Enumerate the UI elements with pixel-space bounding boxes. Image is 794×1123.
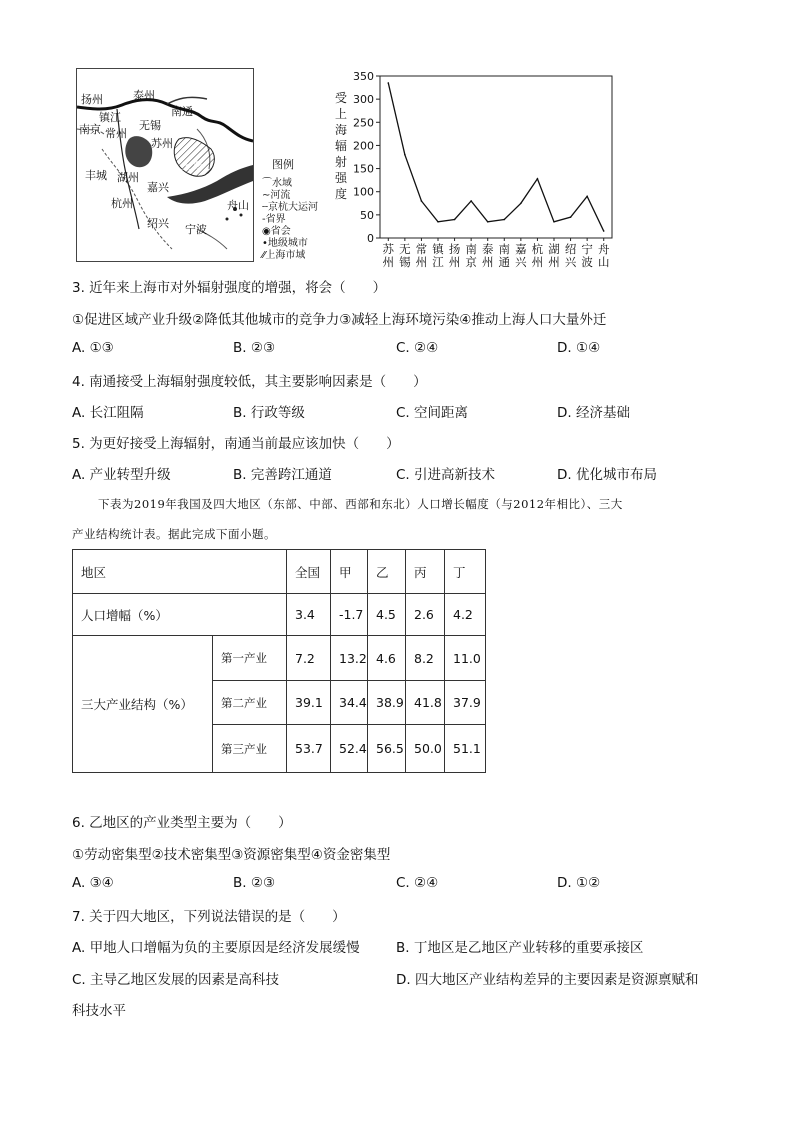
canal-icon: ┄ bbox=[262, 202, 269, 213]
pop-yi: 4.5 bbox=[368, 594, 406, 636]
city-jiaxing: 嘉兴 bbox=[147, 181, 169, 194]
secondary-label: 第二产业 bbox=[213, 681, 287, 725]
q4-stem: 4. 南通接受上海辐射强度较低，其主要影响因素是（ ） bbox=[72, 374, 427, 390]
q4-option-c[interactable]: C. 空间距离 bbox=[396, 405, 469, 421]
data-point bbox=[586, 196, 588, 198]
data-point bbox=[454, 219, 456, 221]
q6-option-a[interactable]: A. ③④ bbox=[72, 875, 114, 891]
capital-icon: ◉ bbox=[262, 226, 271, 237]
x-tick-label: 州 bbox=[448, 255, 461, 269]
secondary-ding: 37.9 bbox=[445, 681, 486, 725]
radiation-line-chart bbox=[344, 68, 624, 270]
q6-option-d[interactable]: D. ①② bbox=[557, 875, 601, 891]
series-line bbox=[388, 83, 603, 231]
city-nanjing: 南京 bbox=[79, 123, 101, 136]
q3-stem: 3. 近年来上海市对外辐射强度的增强，将会（ ） bbox=[72, 280, 387, 296]
city-suzhou: 苏州 bbox=[151, 137, 173, 150]
data-point bbox=[503, 219, 505, 221]
q7-option-c[interactable]: C. 主导乙地区发展的因素是高科技 bbox=[72, 972, 280, 988]
tertiary-yi: 56.5 bbox=[368, 725, 406, 773]
x-tick-label: 宁 bbox=[581, 242, 593, 256]
legend-river: ∼河流 bbox=[262, 190, 291, 201]
city-zhoushan: 舟山 bbox=[227, 199, 249, 212]
data-point bbox=[437, 221, 439, 223]
legend-border: ‐省界 bbox=[262, 214, 286, 225]
x-tick-label: 山 bbox=[597, 255, 610, 269]
q5-option-c[interactable]: C. 引进高新技术 bbox=[396, 467, 496, 483]
header-jia: 甲 bbox=[331, 550, 368, 594]
q6-stem: 6. 乙地区的产业类型主要为（ ） bbox=[72, 815, 292, 831]
q6-option-b[interactable]: B. ②③ bbox=[233, 875, 276, 891]
primary-national: 7.2 bbox=[287, 636, 331, 681]
city-shaoxing: 绍兴 bbox=[147, 217, 169, 230]
q7-option-d-continuation: 科技水平 bbox=[72, 1003, 126, 1019]
pop-national: 3.4 bbox=[287, 594, 331, 636]
x-tick-label: 泰 bbox=[481, 242, 494, 256]
x-tick-label: 江 bbox=[432, 255, 444, 269]
pop-jia: -1.7 bbox=[331, 594, 368, 636]
city-ningbo: 宁波 bbox=[185, 223, 207, 236]
primary-jia: 13.2 bbox=[331, 636, 368, 681]
y-tick-label: 50 bbox=[360, 208, 374, 222]
data-point bbox=[520, 202, 522, 204]
data-point bbox=[553, 221, 555, 223]
secondary-national: 39.1 bbox=[287, 681, 331, 725]
x-tick-label: 杭 bbox=[531, 242, 544, 256]
city-hangzhou: 杭州 bbox=[111, 197, 133, 210]
secondary-bing: 41.8 bbox=[406, 681, 445, 725]
legend-canal: ┄京杭大运河 bbox=[262, 202, 319, 213]
legend-water: ⌒水域 bbox=[262, 178, 292, 189]
q5-option-d[interactable]: D. 优化城市布局 bbox=[557, 467, 657, 483]
secondary-jia: 34.4 bbox=[331, 681, 368, 725]
chart-ylabel: 受上海辐射强度 bbox=[334, 91, 347, 201]
hatch-icon: ⁄⁄ bbox=[262, 250, 266, 261]
q7-option-a[interactable]: A. 甲地人口增幅为负的主要原因是经济发展缓慢 bbox=[72, 940, 360, 956]
x-tick-label: 州 bbox=[415, 255, 428, 269]
q6-option-c[interactable]: C. ②④ bbox=[396, 875, 439, 891]
x-tick-label: 州 bbox=[531, 255, 544, 269]
x-tick-label: 锡 bbox=[399, 255, 411, 269]
q6-items: ①劳动密集型②技术密集型③资源密集型④资金密集型 bbox=[72, 847, 391, 863]
table-header-row bbox=[73, 550, 486, 594]
city-fengcheng: 丰城 bbox=[85, 169, 107, 182]
q5-option-b[interactable]: B. 完善跨江通道 bbox=[233, 467, 332, 483]
q3-option-b[interactable]: B. ②③ bbox=[233, 340, 276, 356]
header-national: 全国 bbox=[287, 550, 331, 594]
secondary-yi: 38.9 bbox=[368, 681, 406, 725]
q3-option-c[interactable]: C. ②④ bbox=[396, 340, 439, 356]
legend-city: •地级城市 bbox=[262, 238, 308, 249]
data-point bbox=[537, 178, 539, 180]
x-tick-label: 通 bbox=[498, 255, 511, 269]
tertiary-national: 53.7 bbox=[287, 725, 331, 773]
data-point bbox=[603, 230, 605, 232]
x-tick-label: 镇 bbox=[432, 242, 444, 256]
header-bing: 丙 bbox=[406, 550, 445, 594]
x-tick-label: 京 bbox=[465, 255, 477, 269]
q3-items: ①促进区域产业升级②降低其他城市的竞争力③减轻上海环境污染④推动上海人口大量外迁 bbox=[72, 312, 607, 328]
x-tick-label: 苏 bbox=[382, 242, 395, 256]
table-intro-line1: 下表为2019年我国及四大地区（东部、中部、西部和东北）人口增长幅度（与2012年相比）、三大 bbox=[98, 497, 623, 511]
y-tick-label: 100 bbox=[353, 185, 374, 199]
header-yi: 乙 bbox=[368, 550, 406, 594]
primary-yi: 4.6 bbox=[368, 636, 406, 681]
y-tick-label: 200 bbox=[353, 139, 374, 153]
x-tick-label: 湖 bbox=[548, 242, 560, 256]
q7-option-d[interactable]: D. 四大地区产业结构差异的主要因素是资源禀赋和 bbox=[396, 972, 699, 988]
q7-stem: 7. 关于四大地区，下列说法错误的是（ ） bbox=[72, 909, 346, 925]
q4-option-d[interactable]: D. 经济基础 bbox=[557, 405, 630, 421]
city-huzhou: 湖州 bbox=[117, 171, 139, 184]
q4-option-b[interactable]: B. 行政等级 bbox=[233, 405, 305, 421]
pop-bing: 2.6 bbox=[406, 594, 445, 636]
table-intro-line2: 产业结构统计表。据此完成下面小题。 bbox=[72, 527, 276, 541]
x-tick-label: 嘉 bbox=[515, 242, 527, 256]
x-tick-label: 南 bbox=[498, 242, 511, 256]
city-wuxi: 无锡 bbox=[139, 119, 161, 132]
tertiary-bing: 50.0 bbox=[406, 725, 445, 773]
x-tick-label: 兴 bbox=[515, 255, 527, 269]
y-tick-label: 300 bbox=[353, 93, 374, 107]
primary-ding: 11.0 bbox=[445, 636, 486, 681]
x-tick-label: 无 bbox=[399, 242, 411, 256]
data-point bbox=[487, 221, 489, 223]
data-point bbox=[421, 200, 423, 202]
map-drawing bbox=[77, 69, 253, 261]
y-tick-label: 150 bbox=[353, 162, 374, 176]
x-tick-label: 舟 bbox=[597, 242, 610, 256]
data-point bbox=[387, 82, 389, 84]
city-zhenjiang: 镇江 bbox=[99, 111, 121, 124]
tertiary-jia: 52.4 bbox=[331, 725, 368, 773]
x-tick-label: 州 bbox=[481, 255, 494, 269]
q7-option-b[interactable]: B. 丁地区是乙地区产业转移的重要承接区 bbox=[396, 940, 644, 956]
data-point bbox=[470, 200, 472, 202]
x-tick-label: 波 bbox=[581, 255, 593, 269]
data-point bbox=[570, 216, 572, 218]
city-yangzhou: 扬州 bbox=[81, 93, 103, 106]
tertiary-ding: 51.1 bbox=[445, 725, 486, 773]
pop-ding: 4.2 bbox=[445, 594, 486, 636]
statistics-table bbox=[72, 549, 486, 773]
x-tick-label: 扬 bbox=[448, 242, 461, 256]
city-dot-icon: • bbox=[262, 238, 268, 249]
q5-option-a[interactable]: A. 产业转型升级 bbox=[72, 467, 171, 483]
x-tick-label: 常 bbox=[415, 242, 428, 256]
primary-bing: 8.2 bbox=[406, 636, 445, 681]
water-icon: ⌒ bbox=[262, 178, 272, 189]
legend-capital: ◉省会 bbox=[262, 226, 291, 237]
q4-option-a[interactable]: A. 长江阻隔 bbox=[72, 405, 144, 421]
x-tick-label: 兴 bbox=[564, 255, 577, 269]
city-changzhou: 常州 bbox=[105, 127, 127, 140]
y-tick-label: 350 bbox=[353, 70, 374, 83]
city-shanghai: 上海 bbox=[181, 159, 203, 172]
city-taizhou: 泰州 bbox=[133, 89, 155, 102]
x-tick-label: 南 bbox=[465, 242, 477, 256]
x-tick-label: 绍 bbox=[564, 242, 577, 256]
legend-title: 图例 bbox=[272, 158, 294, 171]
data-point bbox=[404, 154, 406, 156]
y-tick-label: 0 bbox=[367, 232, 374, 245]
x-tick-label: 州 bbox=[548, 255, 560, 269]
tertiary-label: 第三产业 bbox=[213, 725, 287, 773]
table-row-primary bbox=[73, 636, 486, 681]
q5-stem: 5. 为更好接受上海辐射，南通当前最应该加快（ ） bbox=[72, 436, 400, 452]
border-icon: ‐ bbox=[262, 214, 266, 225]
river-icon: ∼ bbox=[262, 190, 271, 201]
header-region: 地区 bbox=[73, 550, 287, 594]
header-ding: 丁 bbox=[445, 550, 486, 594]
x-tick-label: 州 bbox=[382, 255, 395, 269]
structure-label: 三大产业结构（%） bbox=[73, 636, 213, 773]
q3-option-d[interactable]: D. ①④ bbox=[557, 340, 601, 356]
legend-shanghai: ⁄⁄上海市域 bbox=[262, 250, 306, 261]
q3-option-a[interactable]: A. ①③ bbox=[72, 340, 114, 356]
city-nantong: 南通 bbox=[171, 105, 193, 118]
primary-label: 第一产业 bbox=[213, 636, 287, 681]
plot-frame bbox=[380, 76, 612, 238]
regional-map bbox=[76, 68, 254, 262]
pop-label: 人口增幅（%） bbox=[73, 594, 287, 636]
table-row-population bbox=[73, 594, 486, 636]
y-tick-label: 250 bbox=[353, 116, 374, 130]
